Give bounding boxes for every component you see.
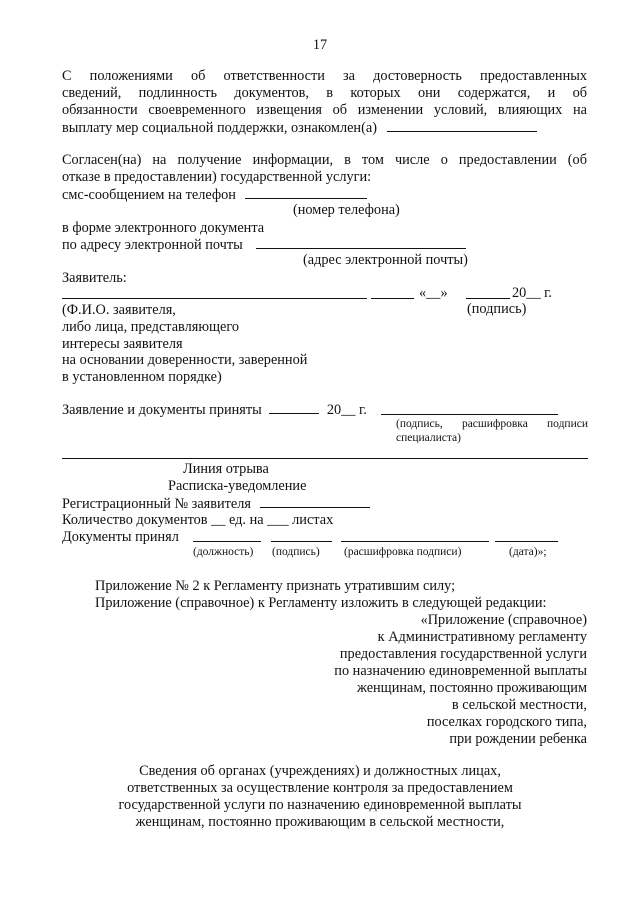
accepted-caption-1: (подпись, расшифровка подписи — [396, 418, 588, 430]
registration-label: Регистрационный № заявителя — [62, 496, 251, 512]
consent-line-2: отказе в предоставлении) государственной услуги: — [62, 169, 372, 185]
fio-line-4: на основании доверенности, заверенной — [62, 352, 308, 368]
documents-accepted-label: Документы принял — [62, 529, 179, 545]
receipt-title: Расписка-уведомление — [168, 478, 307, 494]
applicant-month-line[interactable] — [466, 298, 510, 299]
fio-line-2: либо лица, представляющего — [62, 319, 240, 335]
email-field[interactable] — [256, 236, 466, 249]
applicant-year: 20__ г. — [512, 285, 552, 301]
page-number: 17 — [312, 37, 328, 53]
responsibility-line-1: С положениями об ответственности за достоверность предоставленных — [62, 68, 587, 84]
phone-number-field[interactable] — [245, 186, 367, 199]
signature-caption: (подпись) — [272, 546, 320, 558]
applicant-signature-line[interactable] — [371, 298, 414, 299]
sms-label: смс-сообщением на телефон — [62, 187, 236, 203]
applicant-signature-caption: (подпись) — [467, 301, 527, 317]
position-line[interactable] — [193, 541, 261, 542]
responsibility-line-3: обязанности своевременного извещения об изменении условий, влияющих на — [62, 102, 587, 118]
appendix-line-7: поселках городского типа, — [426, 714, 587, 730]
fio-line-5: в установленном порядке) — [62, 369, 222, 385]
heading-line-4: женщинам, постоянно проживающим в сельской местности, — [135, 814, 505, 830]
appendix-line-2: к Административному регламенту — [377, 629, 587, 645]
decode-caption: (расшифровка подписи) — [344, 546, 462, 558]
fio-line-1: (Ф.И.О. заявителя, — [62, 302, 176, 318]
responsibility-line-4 — [62, 119, 537, 137]
tear-off-line — [62, 458, 588, 459]
appendix-line-1: «Приложение (справочное) — [420, 612, 587, 628]
date-caption: (дата)»; — [509, 546, 547, 558]
amend-line-2: Приложение (справочное) к Регламенту изложить в следующей редакции: — [95, 595, 547, 611]
documents-count: Количество документов __ ед. на ___ листах — [62, 512, 334, 528]
accepted-label: Заявление и документы приняты — [62, 402, 262, 418]
applicant-name-line[interactable] — [62, 298, 367, 299]
accepted-line — [62, 401, 367, 419]
email-caption: (адрес электронной почты) — [303, 252, 468, 268]
signature-line[interactable] — [271, 541, 332, 542]
heading-line-2: ответственных за осуществление контроля за предоставлением — [127, 780, 513, 796]
registration-field[interactable] — [260, 495, 370, 508]
appendix-line-5: женщинам, постоянно проживающим — [357, 680, 587, 696]
accepted-caption-2: специалиста) — [396, 432, 461, 444]
date-line[interactable] — [495, 541, 558, 542]
responsibility-line-2: сведений, подлинность документов, в которых они содержатся, и об — [62, 85, 587, 101]
fio-line-3: интересы заявителя — [62, 336, 183, 352]
position-caption: (должность) — [193, 546, 254, 558]
heading-line-3: государственной услуги по назначению единовременной выплаты — [118, 797, 522, 813]
appendix-line-8: при рождении ребенка — [449, 731, 587, 747]
accepted-year: 20__ г. — [326, 402, 367, 418]
edoc-label: в форме электронного документа — [62, 220, 265, 236]
applicant-date-quote: «__» — [419, 285, 448, 301]
applicant-label: Заявитель: — [62, 270, 127, 286]
decode-line[interactable] — [341, 541, 489, 542]
appendix-line-3: предоставления государственной услуги — [339, 646, 587, 662]
accepted-date-field[interactable] — [269, 401, 319, 414]
acknowledged-text: выплату мер социальной поддержки, ознакомлен(а) — [62, 120, 377, 136]
amend-line-1: Приложение № 2 к Регламенту признать утратившим силу; — [95, 578, 456, 594]
phone-caption: (номер телефона) — [293, 202, 400, 218]
tear-label: Линия отрыва — [183, 461, 269, 477]
acknowledged-signature-field[interactable] — [387, 119, 537, 132]
appendix-line-4: по назначению единовременной выплаты — [334, 663, 587, 679]
email-label: по адресу электронной почты — [62, 237, 243, 253]
appendix-line-6: в сельской местности, — [451, 697, 587, 713]
heading-line-1: Сведения об органах (учреждениях) и должностных лицах, — [139, 763, 501, 779]
consent-line-1: Согласен(на) на получение информации, в том числе о предоставлении (об — [62, 152, 587, 168]
registration-line — [62, 495, 370, 513]
specialist-signature-line[interactable] — [381, 414, 558, 415]
